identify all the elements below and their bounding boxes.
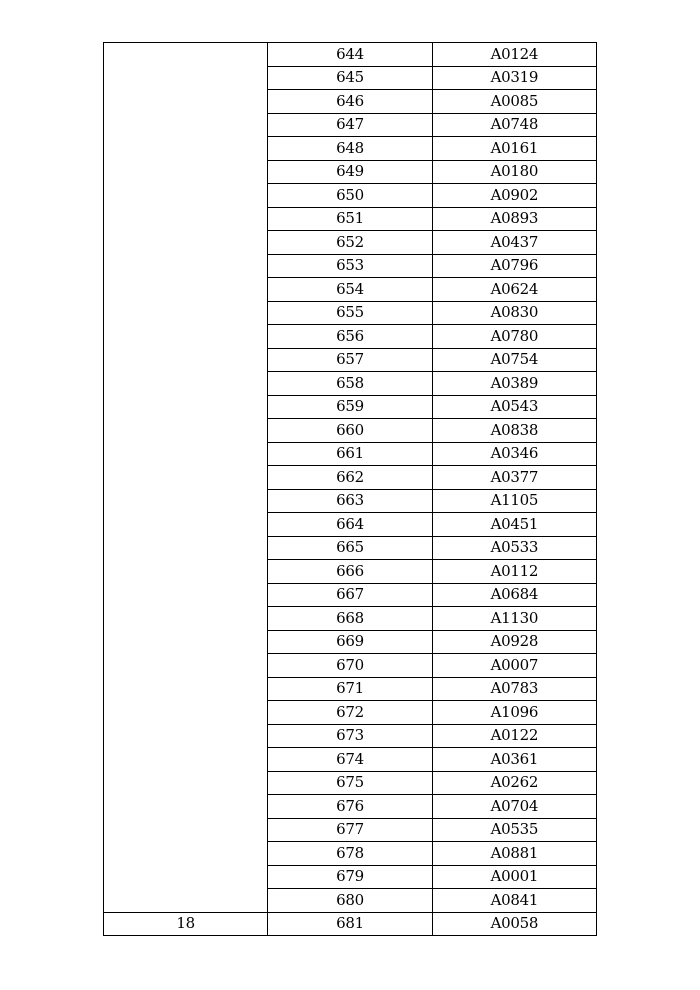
group-cell: 18 (104, 912, 268, 936)
sequence-cell: 651 (268, 207, 432, 231)
code-cell: A1130 (432, 607, 596, 631)
sequence-cell: 668 (268, 607, 432, 631)
sequence-cell: 657 (268, 348, 432, 372)
sequence-cell: 663 (268, 489, 432, 513)
sequence-cell: 665 (268, 536, 432, 560)
sequence-cell: 661 (268, 442, 432, 466)
code-cell: A0624 (432, 278, 596, 302)
code-cell: A0007 (432, 654, 596, 678)
sequence-cell: 644 (268, 43, 432, 67)
sequence-cell: 649 (268, 160, 432, 184)
code-cell: A0754 (432, 348, 596, 372)
sequence-cell: 645 (268, 66, 432, 90)
table-body (104, 43, 597, 936)
sequence-cell: 660 (268, 419, 432, 443)
sequence-cell: 656 (268, 325, 432, 349)
code-cell: A0180 (432, 160, 596, 184)
code-cell: A0902 (432, 184, 596, 208)
group-cell (104, 43, 268, 913)
sequence-cell: 678 (268, 842, 432, 866)
code-cell: A0838 (432, 419, 596, 443)
code-cell: A0112 (432, 560, 596, 584)
code-cell: A0346 (432, 442, 596, 466)
sequence-cell: 680 (268, 889, 432, 913)
code-cell: A0001 (432, 865, 596, 889)
sequence-cell: 676 (268, 795, 432, 819)
table-row (104, 43, 597, 67)
code-cell: A0796 (432, 254, 596, 278)
code-cell: A0533 (432, 536, 596, 560)
sequence-cell: 679 (268, 865, 432, 889)
code-cell: A0780 (432, 325, 596, 349)
code-cell: A0748 (432, 113, 596, 137)
sequence-cell: 674 (268, 748, 432, 772)
sequence-cell: 662 (268, 466, 432, 490)
sequence-cell: 681 (268, 912, 432, 936)
sequence-cell: 653 (268, 254, 432, 278)
code-cell: A0535 (432, 818, 596, 842)
code-cell: A0262 (432, 771, 596, 795)
sequence-cell: 646 (268, 90, 432, 114)
code-cell: A0124 (432, 43, 596, 67)
code-cell: A1096 (432, 701, 596, 725)
code-cell: A0389 (432, 372, 596, 396)
code-cell: A0377 (432, 466, 596, 490)
code-cell: A0841 (432, 889, 596, 913)
sequence-cell: 672 (268, 701, 432, 725)
code-cell: A0893 (432, 207, 596, 231)
sequence-cell: 652 (268, 231, 432, 255)
code-cell: A0783 (432, 677, 596, 701)
sequence-cell: 650 (268, 184, 432, 208)
sequence-cell: 675 (268, 771, 432, 795)
sequence-cell: 673 (268, 724, 432, 748)
sequence-cell: 655 (268, 301, 432, 325)
code-cell: A1105 (432, 489, 596, 513)
sequence-cell: 667 (268, 583, 432, 607)
code-cell: A0085 (432, 90, 596, 114)
sequence-cell: 671 (268, 677, 432, 701)
sequence-cell: 648 (268, 137, 432, 161)
code-cell: A0058 (432, 912, 596, 936)
code-cell: A0704 (432, 795, 596, 819)
code-cell: A0122 (432, 724, 596, 748)
sequence-cell: 659 (268, 395, 432, 419)
code-cell: A0437 (432, 231, 596, 255)
table-row (104, 912, 597, 936)
sequence-cell: 669 (268, 630, 432, 654)
sequence-cell: 677 (268, 818, 432, 842)
sequence-cell: 664 (268, 513, 432, 537)
data-table (103, 42, 597, 936)
code-cell: A0543 (432, 395, 596, 419)
sequence-cell: 670 (268, 654, 432, 678)
code-cell: A0928 (432, 630, 596, 654)
code-cell: A0361 (432, 748, 596, 772)
sequence-cell: 654 (268, 278, 432, 302)
code-cell: A0830 (432, 301, 596, 325)
code-cell: A0161 (432, 137, 596, 161)
code-cell: A0684 (432, 583, 596, 607)
sequence-cell: 647 (268, 113, 432, 137)
code-cell: A0451 (432, 513, 596, 537)
sequence-cell: 666 (268, 560, 432, 584)
sequence-cell: 658 (268, 372, 432, 396)
code-cell: A0319 (432, 66, 596, 90)
code-cell: A0881 (432, 842, 596, 866)
